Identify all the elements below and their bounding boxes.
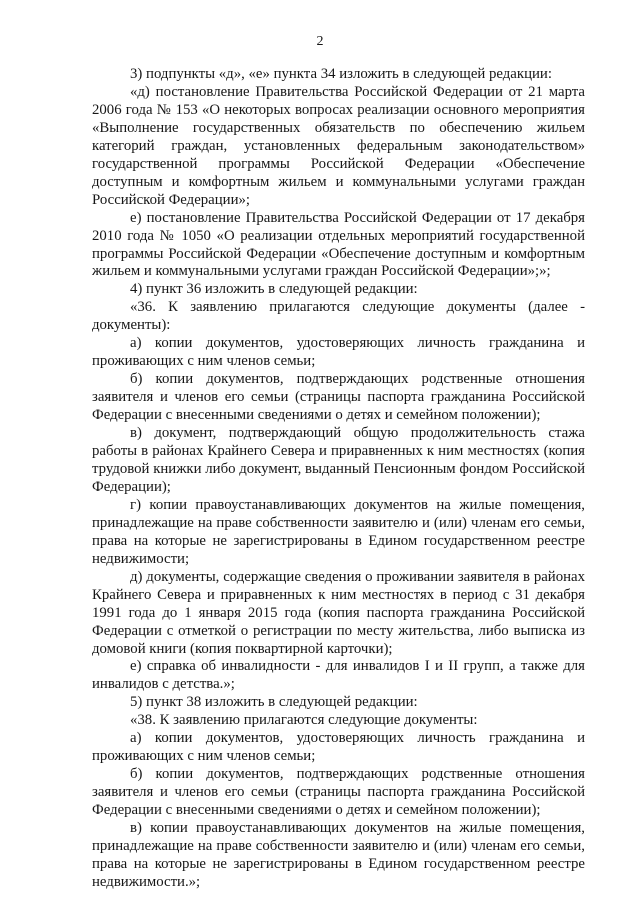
clause-38-heading: «38. К заявлению прилагаются следующие документы: xyxy=(130,712,478,729)
subparagraph-d-text: «д) постановление Правительства Российской Федерации от 21 марта 2006 года № 153 «О некоторых вопросах реализации основного мероприятия «Выполнение государственных обязательств по обеспечению жильем категорий граждан, установленных федеральным законодательством» государственной программы Российской Федерации «Обеспечение доступным и комфортным жильем и коммунальными услугами граждан Российской Федерации»; xyxy=(92,83,585,208)
clause-36-item-b: б) копии документов, подтверждающих родственные отношения заявителя и членов его семьи (страницы паспорта гражданина Российской Федерации с внесенными сведениями о детях и семейном положении); xyxy=(92,371,585,424)
clause-36-item-e: е) справка об инвалидности - для инвалидов I и II групп, а также для инвалидов с детства.»; xyxy=(92,658,585,693)
amendment-item-3-intro: 3) подпункты «д», «е» пункта 34 изложить в следующей редакции: xyxy=(130,66,552,82)
amendment-item-5-intro: 5) пункт 38 изложить в следующей редакции: xyxy=(130,694,418,711)
clause-38-item-v: в) копии правоустанавливающих документов на жилые помещения, принадлежащие на праве собственности заявителю и (или) членам его семьи, права на которые не зарегистрированы в Едином государственном реестре недвижимости.»; xyxy=(92,820,585,890)
clause-36-item-d: д) документы, содержащие сведения о проживании заявителя в районах Крайнего Севера и приравненных к ним местностях в период с 31 декабря 1991 года до 1 января 2015 года (копия паспорта гражданина Российской Федерации с отметкой о регистрации по месту жительства, либо выписка из домовой книги (копия поквартирной карточки); xyxy=(92,568,585,657)
clause-36-item-v: в) документ, подтверждающий общую продолжительность стажа работы в районах Крайнего Севера и приравненных к ним местностях (копия трудовой книжки либо документ, выданный Пенсионным фондом Российской Федерации); xyxy=(92,425,585,495)
document-body xyxy=(92,66,585,892)
clause-38-item-a: а) копии документов, удостоверяющих личность гражданина и проживающих с ним членов семьи; xyxy=(92,730,585,765)
clause-36-heading: «36. К заявлению прилагаются следующие документы (далее - документы): xyxy=(92,299,585,334)
amendment-item-4-intro: 4) пункт 36 изложить в следующей редакции: xyxy=(130,281,418,298)
page-number: 2 xyxy=(316,34,324,49)
clause-38-item-b: б) копии документов, подтверждающих родственные отношения заявителя и членов его семьи (страницы паспорта гражданина Российской Федерации с внесенными сведениями о детях и семейном положении); xyxy=(92,766,585,819)
clause-36-item-g: г) копии правоустанавливающих документов на жилые помещения, принадлежащие на праве собственности заявителю и (или) членам его семьи, права на которые не зарегистрированы в Едином государственном реестре недвижимости; xyxy=(92,496,585,567)
clause-36-item-a: а) копии документов, удостоверяющих личность гражданина и проживающих с ним членов семьи; xyxy=(92,335,585,370)
subparagraph-e-text: е) постановление Правительства Российской Федерации от 17 декабря 2010 года № 1050 «О реализации отдельных мероприятий государственной программы Российской Федерации «Обеспечение доступным и комфортным жильем и коммунальными услугами граждан Российской Федерации»;»; xyxy=(92,209,585,280)
